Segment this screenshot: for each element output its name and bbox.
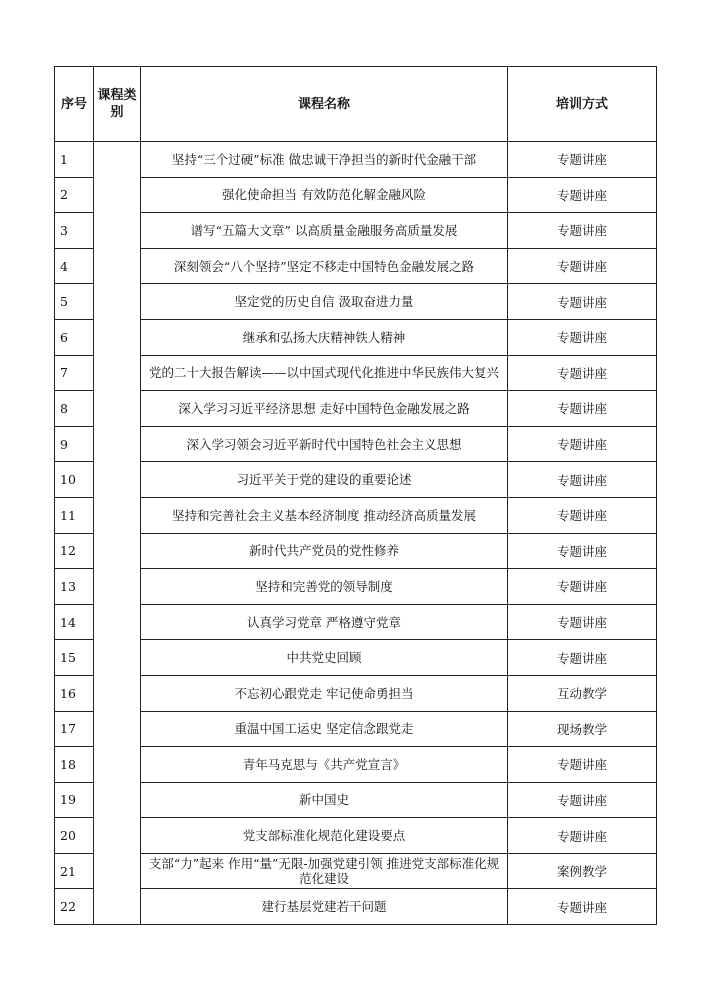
training-method: 专题讲座 xyxy=(508,391,657,427)
table-row xyxy=(55,391,657,427)
course-name-cell xyxy=(141,889,508,925)
table-row xyxy=(55,177,657,213)
training-method: 专题讲座 xyxy=(508,818,657,854)
course-name: 青年马克思与《共产党宣言》 xyxy=(242,756,406,772)
training-method: 专题讲座 xyxy=(508,284,657,320)
training-method: 专题讲座 xyxy=(508,747,657,783)
row-num: 20 xyxy=(55,818,94,854)
table-row xyxy=(55,782,657,818)
table-row xyxy=(55,426,657,462)
table-row xyxy=(55,569,657,605)
course-name: 坚持和完善党的领导制度 xyxy=(255,578,393,594)
course-name-cell xyxy=(141,675,508,711)
table-row xyxy=(55,142,657,178)
course-name-cell xyxy=(141,497,508,533)
course-name-cell xyxy=(141,248,508,284)
course-name-cell xyxy=(141,569,508,605)
course-name: 认真学习党章 严格遵守党章 xyxy=(247,614,401,630)
course-name: 坚持和完善社会主义基本经济制度 推动经济高质量发展 xyxy=(172,507,476,523)
row-num: 18 xyxy=(55,747,94,783)
row-num: 17 xyxy=(55,711,94,747)
course-name: 建行基层党建若干问题 xyxy=(261,899,387,915)
course-name: 支部“力”起来 作用“量”无限-加强党建引领 推进党支部标准化规范化建设 xyxy=(148,856,500,887)
course-name-cell xyxy=(141,711,508,747)
training-method: 专题讲座 xyxy=(508,319,657,355)
course-name-cell xyxy=(141,604,508,640)
course-table xyxy=(54,66,657,925)
table-row xyxy=(55,675,657,711)
table-row xyxy=(55,533,657,569)
course-name-cell xyxy=(141,533,508,569)
row-num: 3 xyxy=(55,213,94,249)
course-name: 深入学习习近平经济思想 走好中国特色金融发展之路 xyxy=(178,400,470,416)
table-row xyxy=(55,248,657,284)
training-method: 专题讲座 xyxy=(508,248,657,284)
course-name: 习近平关于党的建设的重要论述 xyxy=(236,472,412,488)
course-name: 中共党史回顾 xyxy=(286,650,362,666)
training-method: 专题讲座 xyxy=(508,497,657,533)
course-name: 深入学习领会习近平新时代中国特色社会主义思想 xyxy=(186,436,462,452)
course-name-cell xyxy=(141,853,508,889)
training-method: 专题讲座 xyxy=(508,213,657,249)
row-num: 13 xyxy=(55,569,94,605)
table-row xyxy=(55,497,657,533)
row-num: 16 xyxy=(55,675,94,711)
training-method: 专题讲座 xyxy=(508,604,657,640)
table-row xyxy=(55,355,657,391)
training-method: 现场教学 xyxy=(508,711,657,747)
table-row xyxy=(55,711,657,747)
course-name-cell xyxy=(141,355,508,391)
row-num: 7 xyxy=(55,355,94,391)
row-num: 22 xyxy=(55,889,94,925)
course-name-cell xyxy=(141,319,508,355)
training-method: 专题讲座 xyxy=(508,782,657,818)
course-name: 不忘初心跟党走 牢记使命勇担当 xyxy=(234,685,414,701)
table-row xyxy=(55,604,657,640)
row-num: 1 xyxy=(55,142,94,178)
row-num: 11 xyxy=(55,497,94,533)
table-row xyxy=(55,747,657,783)
course-name-cell xyxy=(141,747,508,783)
table-row xyxy=(55,818,657,854)
course-name: 深刻领会“八个坚持”坚定不移走中国特色金融发展之路 xyxy=(173,258,475,274)
row-num: 5 xyxy=(55,284,94,320)
row-num: 9 xyxy=(55,426,94,462)
table-row xyxy=(55,319,657,355)
row-num: 21 xyxy=(55,853,94,889)
course-name-cell xyxy=(141,177,508,213)
training-method: 互动教学 xyxy=(508,675,657,711)
course-name-cell xyxy=(141,213,508,249)
training-method: 专题讲座 xyxy=(508,533,657,569)
course-name-cell xyxy=(141,782,508,818)
row-num: 10 xyxy=(55,462,94,498)
row-num: 6 xyxy=(55,319,94,355)
course-name: 新中国史 xyxy=(298,792,349,808)
header-num: 序号 xyxy=(55,67,94,142)
row-num: 4 xyxy=(55,248,94,284)
table-row xyxy=(55,889,657,925)
training-method: 专题讲座 xyxy=(508,355,657,391)
course-name-cell xyxy=(141,462,508,498)
category-cell xyxy=(94,142,141,925)
table-body xyxy=(55,142,657,925)
course-name-cell xyxy=(141,818,508,854)
course-name-cell xyxy=(141,284,508,320)
table-row xyxy=(55,284,657,320)
header-category: 课程类别 xyxy=(94,67,141,142)
course-name: 强化使命担当 有效防范化解金融风险 xyxy=(222,187,426,203)
row-num: 2 xyxy=(55,177,94,213)
course-name-cell xyxy=(141,391,508,427)
course-name-cell xyxy=(141,426,508,462)
course-name: 坚定党的历史自信 汲取奋进力量 xyxy=(234,294,414,310)
header-method: 培训方式 xyxy=(508,67,657,142)
training-method: 专题讲座 xyxy=(508,426,657,462)
row-num: 8 xyxy=(55,391,94,427)
table-row xyxy=(55,640,657,676)
table-row xyxy=(55,462,657,498)
row-num: 12 xyxy=(55,533,94,569)
course-name-cell xyxy=(141,142,508,178)
training-method: 专题讲座 xyxy=(508,142,657,178)
table-row xyxy=(55,853,657,889)
course-name: 坚持“三个过硬”标准 做忠诚干净担当的新时代金融干部 xyxy=(171,151,477,167)
training-method: 专题讲座 xyxy=(508,889,657,925)
row-num: 19 xyxy=(55,782,94,818)
training-method: 专题讲座 xyxy=(508,640,657,676)
row-num: 15 xyxy=(55,640,94,676)
row-num: 14 xyxy=(55,604,94,640)
course-name-cell xyxy=(141,640,508,676)
training-method: 案例教学 xyxy=(508,853,657,889)
course-name: 党支部标准化规范化建设要点 xyxy=(242,828,406,844)
training-method: 专题讲座 xyxy=(508,177,657,213)
training-method: 专题讲座 xyxy=(508,569,657,605)
table-row xyxy=(55,213,657,249)
course-name: 继承和弘扬大庆精神铁人精神 xyxy=(242,329,406,345)
training-method: 专题讲座 xyxy=(508,462,657,498)
course-name: 重温中国工运史 坚定信念跟党走 xyxy=(234,721,414,737)
course-name: 谱写“五篇大文章” 以高质量金融服务高质量发展 xyxy=(190,222,458,238)
course-name: 新时代共产党员的党性修养 xyxy=(248,543,399,559)
header-name: 课程名称 xyxy=(141,67,508,142)
table-header-row xyxy=(55,67,657,142)
course-name: 党的二十大报告解读——以中国式现代化推进中华民族伟大复兴 xyxy=(148,365,499,381)
